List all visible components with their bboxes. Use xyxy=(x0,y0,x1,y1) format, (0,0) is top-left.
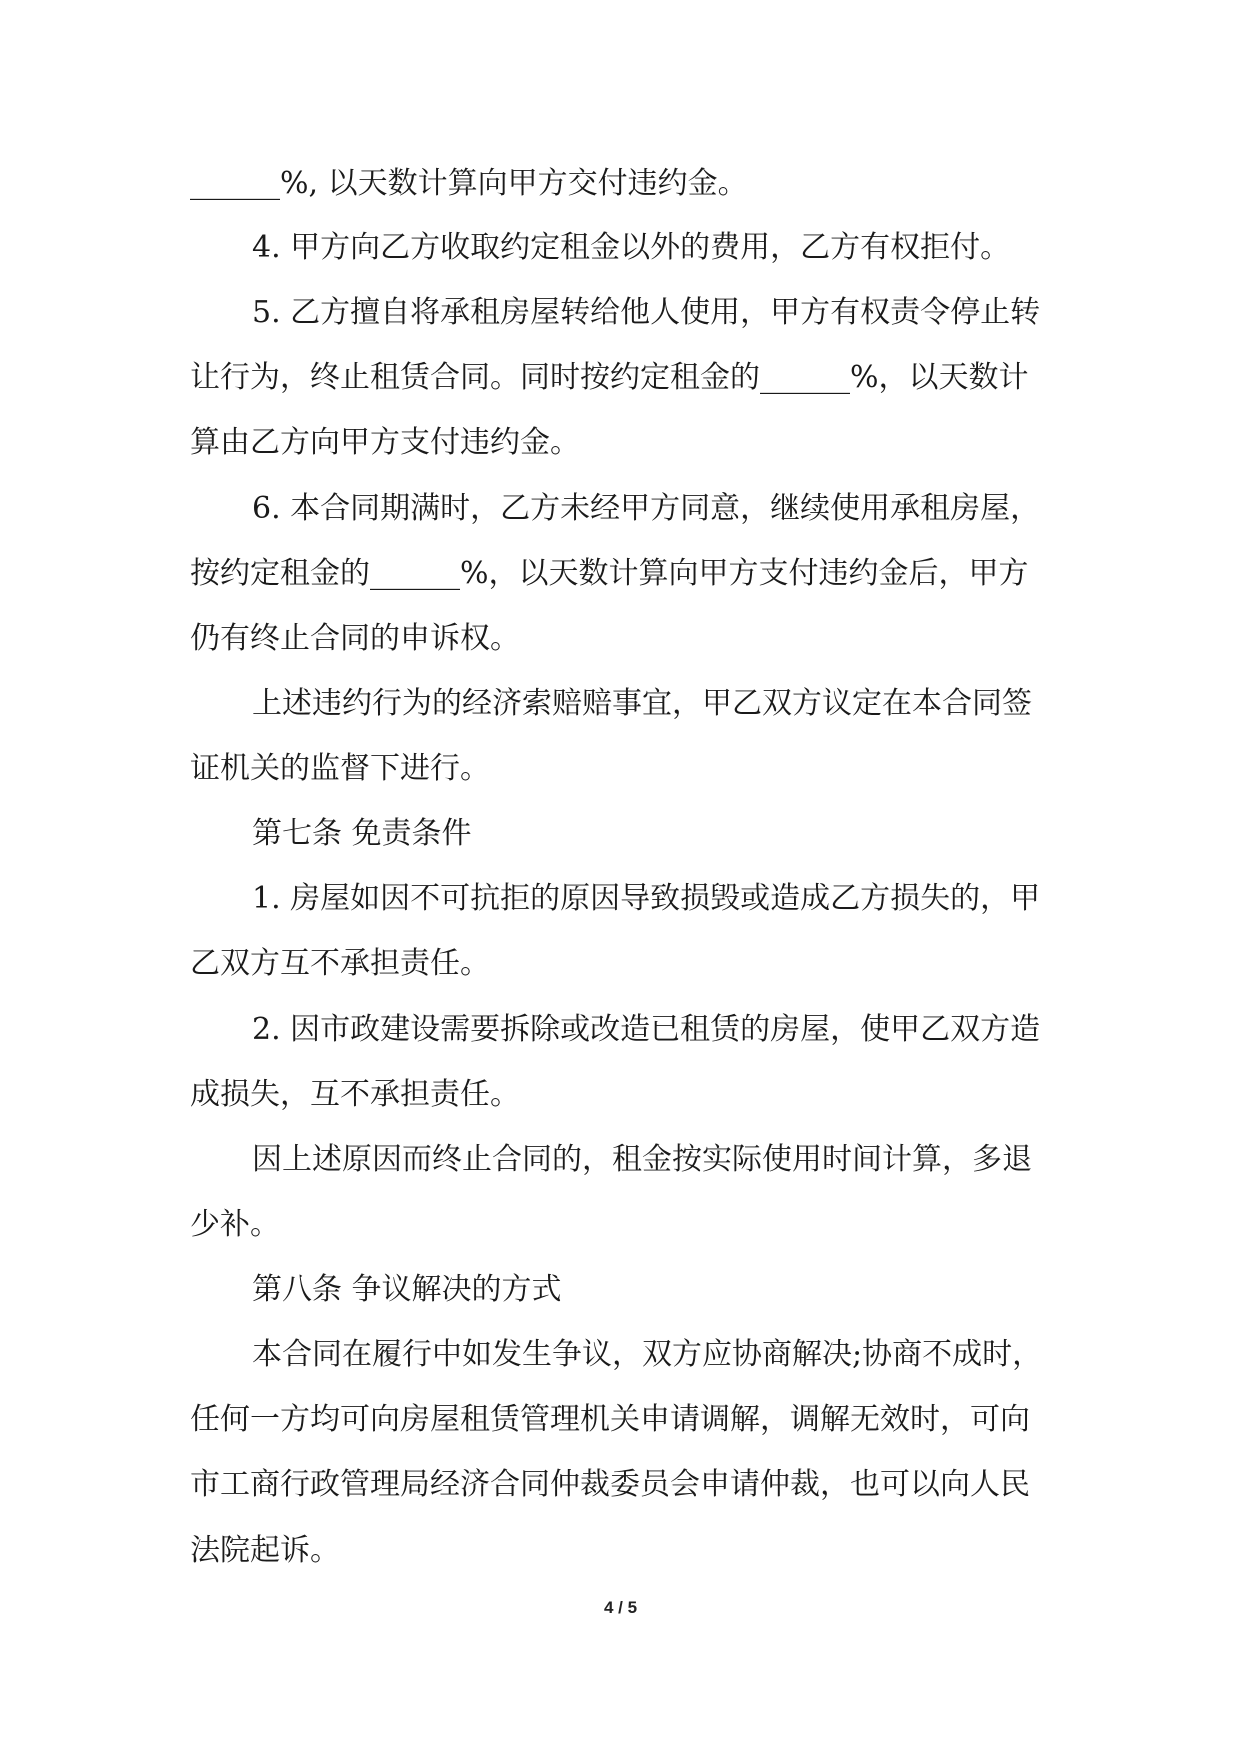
section-heading: 第七条 免责条件 xyxy=(252,816,472,851)
text-line: 2. 因市政建设需要拆除或改造已租赁的房屋，使甲乙双方造 xyxy=(252,1012,1041,1047)
text-line: 算由乙方向甲方支付违约金。 xyxy=(190,425,580,460)
text-line: 按约定租金的______%，以天数计算向甲方支付违约金后，甲方 xyxy=(190,556,1029,591)
text-line: 任何一方均可向房屋租赁管理机关申请调解，调解无效时，可向 xyxy=(190,1402,1030,1437)
text-line: 乙双方互不承担责任。 xyxy=(190,946,490,981)
text-line: 证机关的监督下进行。 xyxy=(190,751,490,786)
page-number: 4 / 5 xyxy=(603,1598,638,1617)
text-line: 4. 甲方向乙方收取约定租金以外的费用，乙方有权拒付。 xyxy=(252,230,1011,265)
text-line: 上述违约行为的经济索赔赔事宜，甲乙双方议定在本合同签 xyxy=(252,686,1032,721)
text-line: 市工商行政管理局经济合同仲裁委员会申请仲裁，也可以向人民 xyxy=(190,1467,1030,1502)
text-line: 仍有终止合同的申诉权。 xyxy=(190,621,520,656)
text-line: 1. 房屋如因不可抗拒的原因导致损毁或造成乙方损失的，甲 xyxy=(252,881,1041,916)
text-line: 6. 本合同期满时，乙方未经甲方同意，继续使用承租房屋， xyxy=(252,491,1041,526)
text-line: 因上述原因而终止合同的，租金按实际使用时间计算，多退 xyxy=(252,1142,1032,1177)
text-line: 5. 乙方擅自将承租房屋转给他人使用，甲方有权责令停止转 xyxy=(252,295,1041,330)
section-heading: 第八条 争议解决的方式 xyxy=(252,1272,562,1307)
text-line: 让行为，终止租赁合同。同时按约定租金的______%，以天数计 xyxy=(190,360,1029,395)
text-line: 成损失，互不承担责任。 xyxy=(190,1077,520,1112)
text-line: 少补。 xyxy=(190,1207,280,1242)
text-line: 本合同在履行中如发生争议，双方应协商解决;协商不成时， xyxy=(252,1337,1043,1372)
text-line: ______%, 以天数计算向甲方交付违约金。 xyxy=(190,166,748,201)
text-line: 法院起诉。 xyxy=(190,1533,340,1568)
